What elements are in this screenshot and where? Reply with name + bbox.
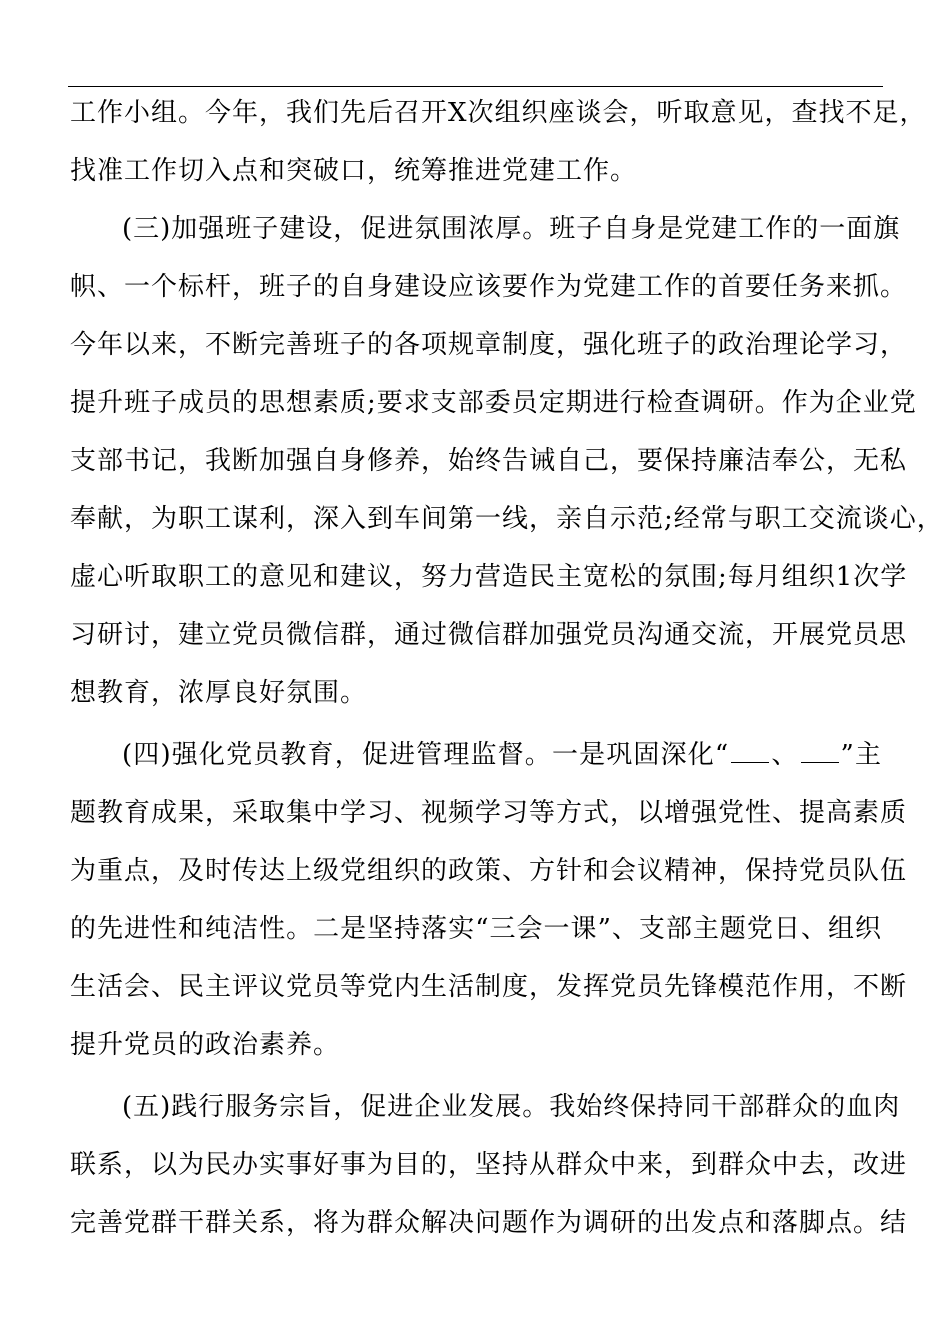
paragraph-line bbox=[122, 735, 882, 775]
paragraph-line: 完善党群干群关系，将为群众解决问题作为调研的出发点和落脚点。结 bbox=[70, 1208, 908, 1238]
paragraph-line: 今年以来，不断完善班子的各项规章制度，强化班子的政治理论学习， bbox=[70, 330, 908, 360]
paragraph-line: 支部书记，我断加强自身修养，始终告诫自己，要保持廉洁奉公，无私 bbox=[70, 446, 908, 476]
paragraph-line: 联系，以为民办实事好事为目的，坚持从群众中来，到群众中去，改进 bbox=[70, 1150, 908, 1180]
paragraph-text: 、 bbox=[771, 740, 799, 770]
paragraph-line: 虚心听取职工的意见和建议，努力营造民主宽松的氛围;每月组织1次学 bbox=[70, 562, 908, 592]
paragraph-line: 题教育成果，采取集中学习、视频学习等方式，以增强党性、提高素质 bbox=[70, 798, 908, 828]
paragraph-line: 习研讨，建立党员微信群，通过微信群加强党员沟通交流，开展党员思 bbox=[70, 620, 908, 650]
paragraph-line: 奉献，为职工谋利，深入到车间第一线，亲自示范;经常与职工交流谈心， bbox=[70, 504, 944, 534]
paragraph-line: 提升党员的政治素养。 bbox=[70, 1030, 341, 1060]
paragraph-line: 找准工作切入点和突破口，统筹推进党建工作。 bbox=[70, 156, 638, 186]
paragraph-line: 帜、一个标杆，班子的自身建设应该要作为党建工作的首要任务来抓。 bbox=[70, 272, 908, 302]
paragraph-line: 工作小组。今年，我们先后召开X次组织座谈会，听取意见，查找不足， bbox=[70, 98, 927, 128]
fill-in-blank bbox=[801, 736, 839, 763]
paragraph-line: (三)加强班子建设，促进氛围浓厚。班子自身是党建工作的一面旗 bbox=[122, 214, 901, 244]
paragraph-line: 生活会、民主评议党员等党内生活制度，发挥党员先锋模范作用，不断 bbox=[70, 972, 908, 1002]
paragraph-line: (五)践行服务宗旨，促进企业发展。我始终保持同干部群众的血肉 bbox=[122, 1092, 901, 1122]
paragraph-line: 的先进性和纯洁性。二是坚持落实“三会一课”、支部主题党日、组织 bbox=[70, 914, 882, 944]
paragraph-line: 为重点，及时传达上级党组织的政策、方针和会议精神，保持党员队伍 bbox=[70, 856, 908, 886]
paragraph-text: ”主 bbox=[840, 740, 882, 770]
paragraph-text: (四)强化党员教育，促进管理监督。一是巩固深化“ bbox=[122, 740, 730, 770]
fill-in-blank bbox=[731, 736, 769, 763]
header-rule bbox=[68, 86, 883, 87]
paragraph-line: 提升班子成员的思想素质;要求支部委员定期进行检查调研。作为企业党 bbox=[70, 388, 917, 418]
paragraph-line: 想教育，浓厚良好氛围。 bbox=[70, 678, 368, 708]
